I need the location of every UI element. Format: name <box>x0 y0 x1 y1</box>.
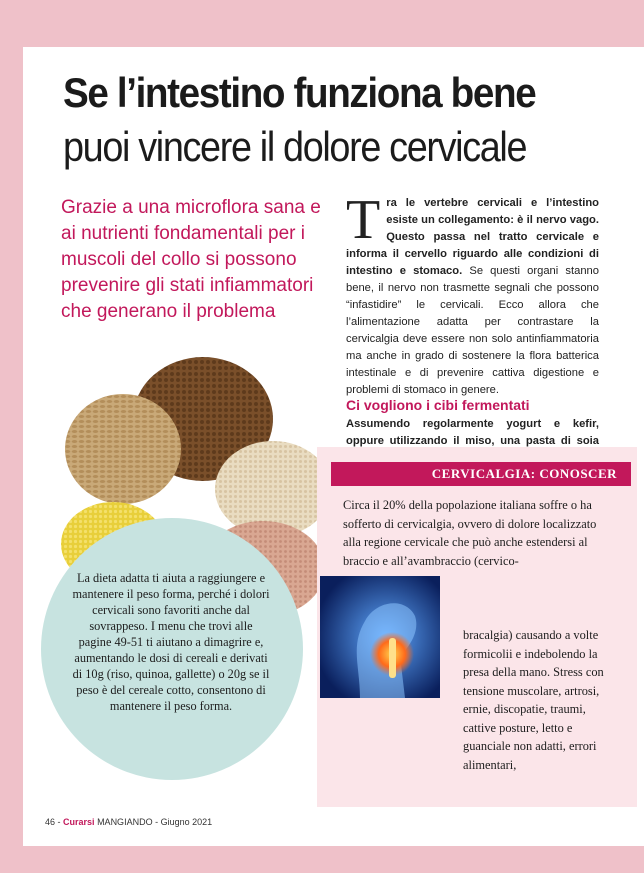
magazine-brand: Curarsi <box>63 817 95 827</box>
magazine-brand-sub: MANGIANDO <box>97 817 153 827</box>
dropcap: T <box>346 189 381 251</box>
page-number: 46 - <box>45 817 61 827</box>
intro-bold-text: ra le vertebre cervicali e l’intestino esiste un collegamento: è il nervo vago. Questo passa nel tratto cervicale e informa il cervello riguardo alle condizioni di intestino e stomaco. <box>346 197 599 277</box>
title-line-1: Se l’intestino funziona bene <box>63 69 536 116</box>
subtitle: Grazie a una microflora sana e ai nutrienti fondamentali per i muscoli del collo si possono prevenire gli stati infiammatori che generano il problema <box>61 197 321 322</box>
section-text: Assumendo regolarmente yogurt e kefir, oppure utilizzando il miso, una pasta di soia <box>346 418 599 447</box>
sidebar-box-text-side: bracalgia) causando a volte formicolii e indebolendo la presa della mano. Stress con tensione muscolare, artrosi, ernie, discopatie, traumi, cattive posture, letto e guanciale non adatti, errori alimentari, <box>463 628 604 772</box>
sidebar-box-heading: CERVICALGIA: CONOSCER <box>431 466 617 481</box>
sidebar-box-text-top: Circa il 20% della popolazione italiana soffre o ha sofferto di cervicalgia, ovvero di dolore localizzato alla regione cervicale che può anche estendersi al braccio e all’avambraccio (cervico- <box>343 498 597 568</box>
intro-paragraph <box>346 189 599 399</box>
sidebar-box-header <box>331 462 631 486</box>
title-line-2: puoi vincere il dolore cervicale <box>63 123 527 170</box>
issue-date: - Giugno 2021 <box>155 817 213 827</box>
note-text: La dieta adatta ti aiuta a raggiungere e mantenere il peso forma, perché i dolori cervicali sono favoriti anche dal sovrappeso. I menu che trovi alle pagine 49-51 ti aiutano a dimagrire e, aumentando le dosi di cereali e derivati di 10g (riso, quinoa, gallette) o 20g se il peso è del cereale cotto, consentono di mantenere il peso forma. <box>72 571 270 713</box>
section-heading: Ci vogliono i cibi fermentati <box>346 397 530 413</box>
neck-pain-image <box>320 576 440 698</box>
page-footer <box>45 817 212 827</box>
intro-text: Se questi organi stanno bene, il nervo non trasmette segnali che possono “infastidire” le cervicali. Ecco allora che l’alimentazione adatta per contrastare la cervicalgia deve essere non solo antinfiammatoria ma anche in grado di sostenere la flora batterica intestinale e di prevenire cattiva digestione e problemi di stomaco in genere. <box>346 265 599 396</box>
